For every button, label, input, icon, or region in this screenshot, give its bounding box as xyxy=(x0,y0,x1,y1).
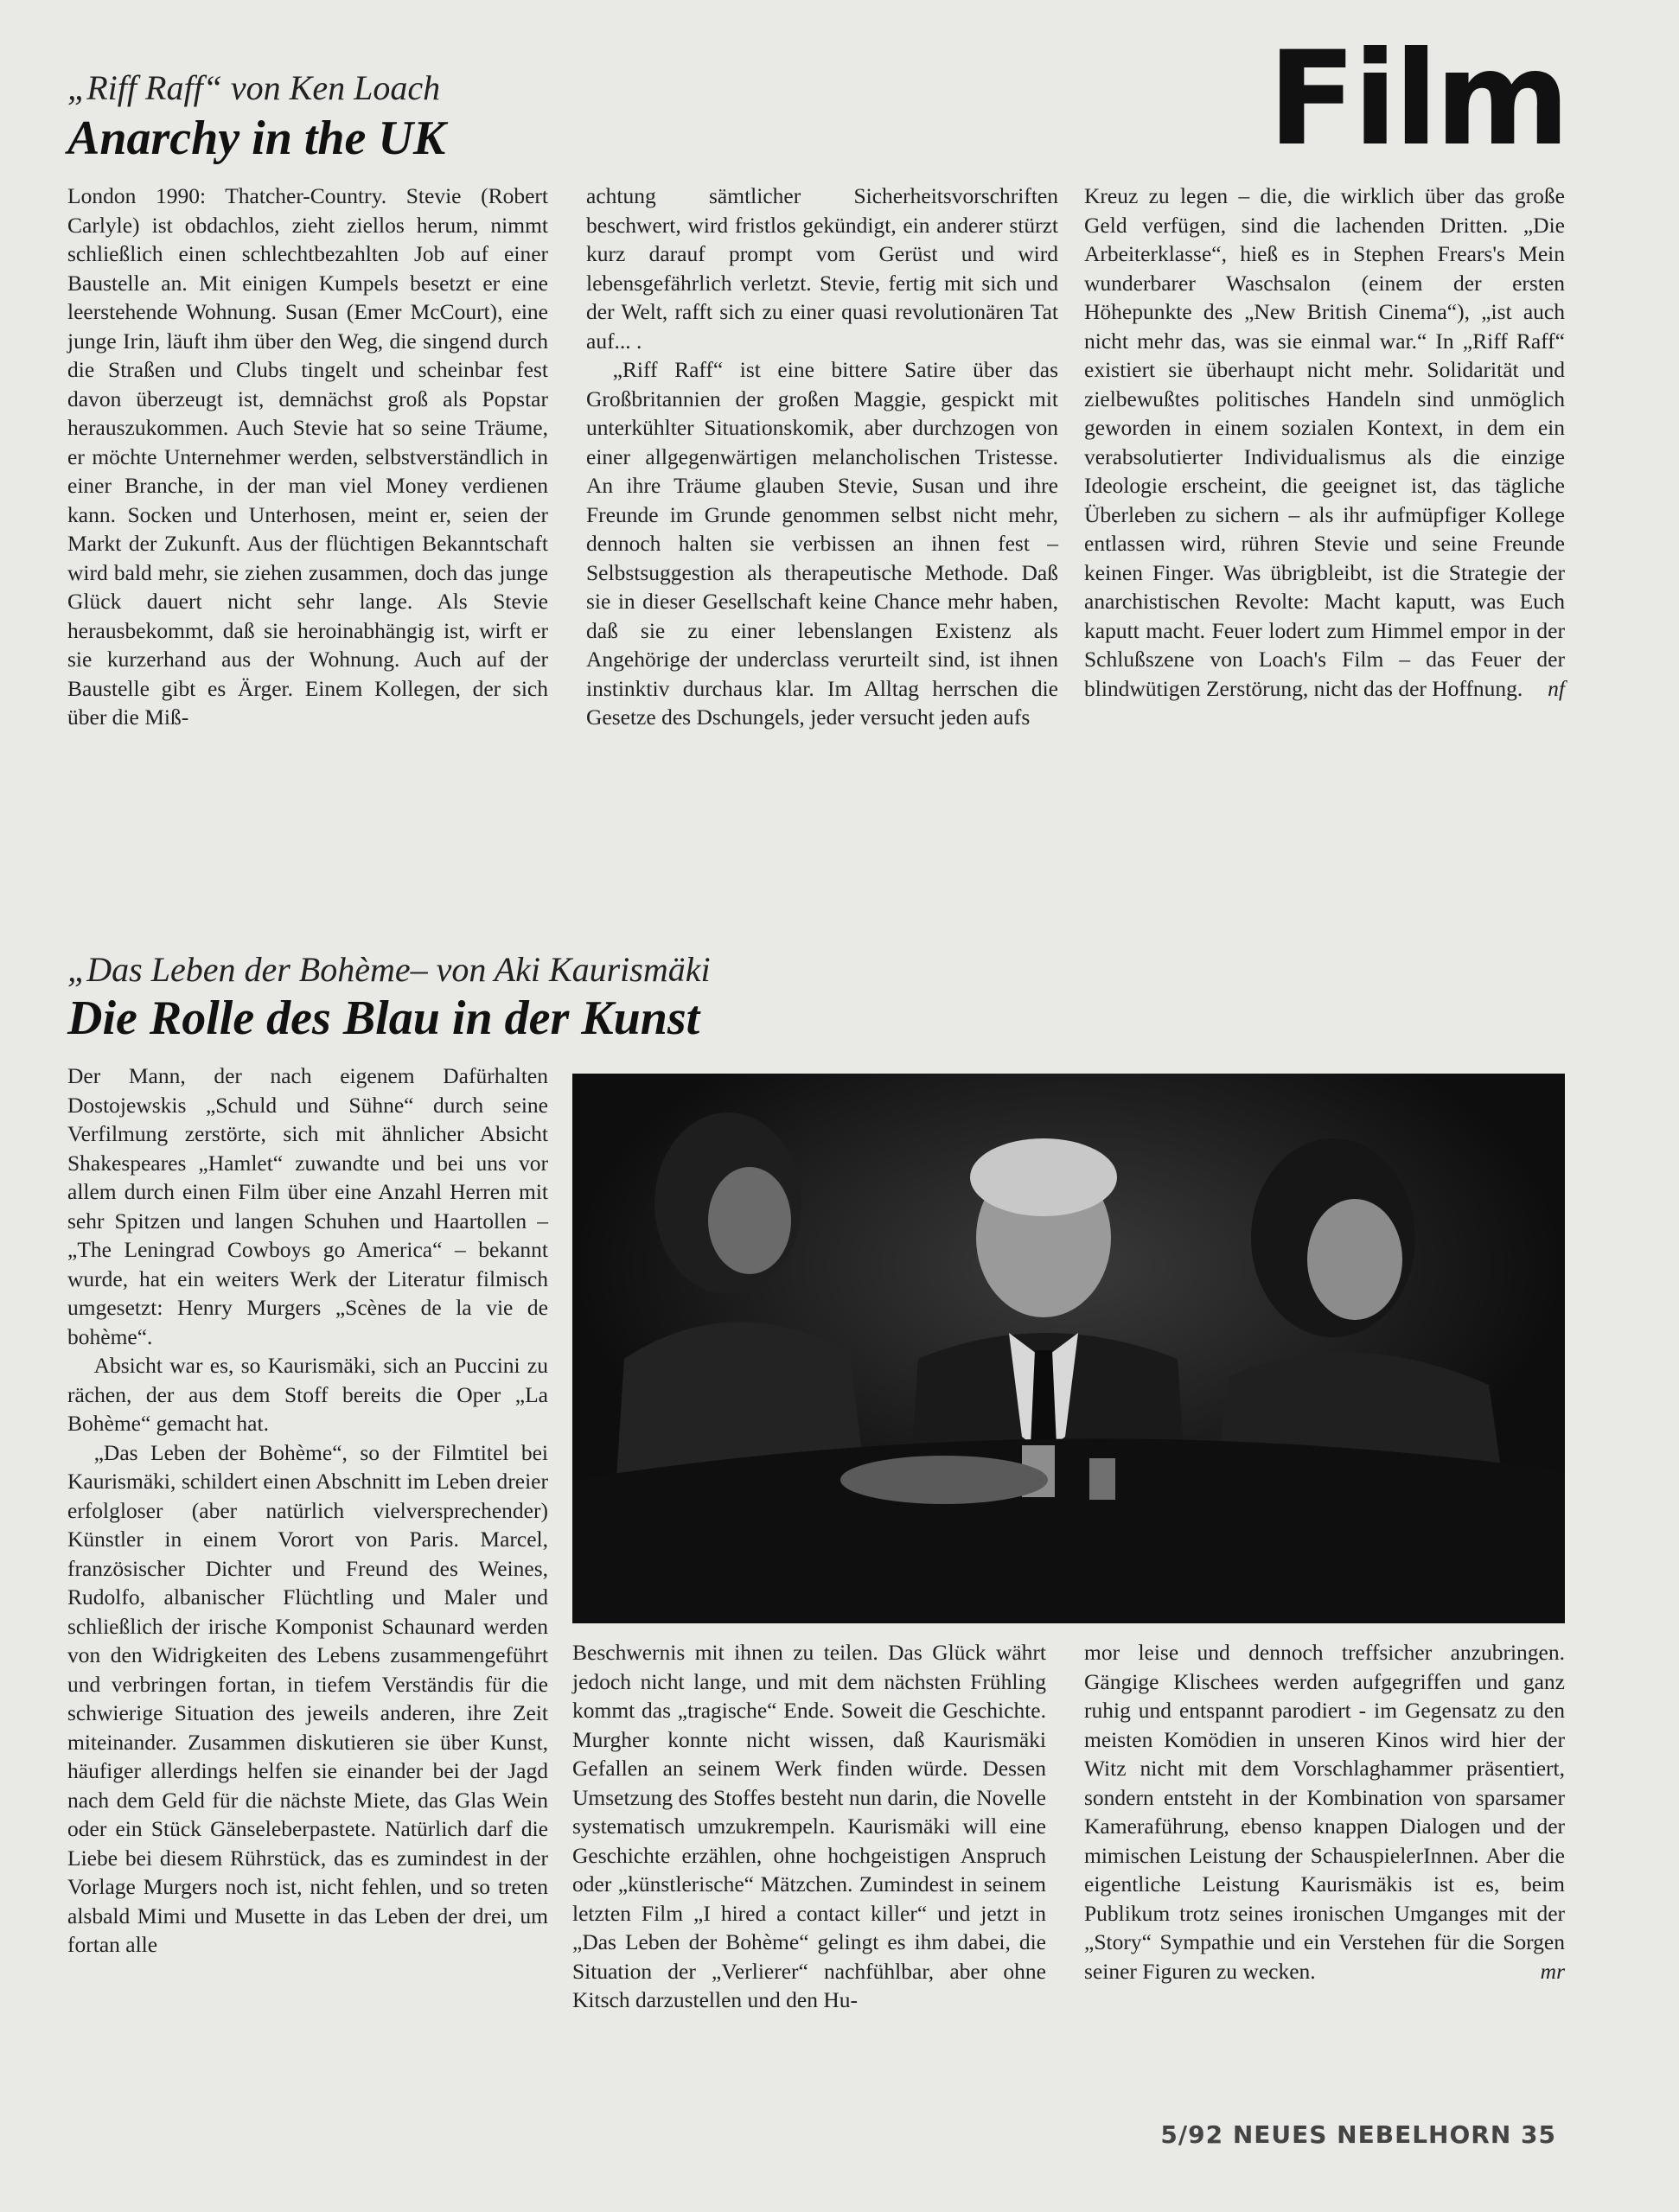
article2-col2-text: Beschwernis mit ihnen zu teilen. Das Glück währt jedoch nicht lange, und mit dem nächsten Frühling kommt das „tragische“ Ende. Soweit die Geschichte. Murgher konnte nicht wissen, daß Kaurismäki Gefallen an seinem Werk finden würde. Dessen Umsetzung des Stoffes besteht nun darin, die Novelle systematisch umzukrempeln. Kaurismäki will eine Geschichte erzählen, ohne hochgeistigen Anspruch oder „künstlerische“ Mätzchen. Zumindest in seinem letzten Film „I hired a contact killer“ und jetzt in „Das Leben der Bohème“ gelingt es ihm dabei, die Situation der „Verlierer“ nachfühlbar, aber ohne Kitsch darzustellen und den Hu- xyxy=(572,1640,1046,2012)
article2-column-1 xyxy=(67,1061,548,1960)
article2-kicker: „Das Leben der Bohème– von Aki Kaurismäki xyxy=(67,950,711,989)
article1-headline: Anarchy in the UK xyxy=(67,112,446,165)
film-still-image xyxy=(572,1074,1565,1623)
article1-signature: nf xyxy=(1548,675,1565,701)
page-footer: 5/92 NEUES NEBELHORN 35 xyxy=(1160,2120,1556,2149)
article1-kicker: „Riff Raff“ von Ken Loach xyxy=(67,68,441,107)
article2-col1-para2: Absicht war es, so Kaurismäki, sich an Puccini zu rächen, der aus dem Stoff bereits die Oper „La Bohème“ gemacht hat. xyxy=(67,1353,548,1436)
article1-column-1 xyxy=(67,182,548,732)
article1-column-2 xyxy=(586,182,1058,732)
article2-signature: mr xyxy=(1540,1958,1565,1984)
article2-col1-para1: Der Mann, der nach eigenem Dafürhalten Dostojewskis „Schuld und Sühne“ durch seine Verfilmung zerstörte, sich mit ähnlicher Absicht Shakespeares „Hamlet“ zuwandte und bei uns vor allem durch einen Film über eine Anzahl Herren mit sehr Spitzen und langen Schuhen und Haartollen – „The Leningrad Cowboys go America“ – bekannt wurde, hat ein weiters Werk der Literatur filmisch umgesetzt: Henry Murgers „Scènes de la vie de bohème“. xyxy=(67,1063,548,1349)
article1-col1-text: London 1990: Thatcher-Country. Stevie (Robert Carlyle) ist obdachlos, zieht ziellos herum, nimmt schließlich einen schlechtbezahlten Job auf einer Baustelle an. Mit einigen Kumpels besetzt er eine leerstehende Wohnung. Susan (Emer McCourt), eine junge Irin, läuft ihm über den Weg, die singend durch die Straßen und Clubs tingelt und scheinbar fest davon überzeugt ist, demnächst groß als Popstar herauszukommen. Auch Stevie hat so seine Träume, er möchte Unternehmer werden, selbstverständlich in einer Branche, in der man viel Money verdienen kann. Socken und Unterhosen, meint er, seien der Markt der Zukunft. Aus der flüchtigen Bekanntschaft wird bald mehr, sie ziehen zusammen, doch das junge Glück dauert nicht sehr lange. Als Stevie herausbekommt, daß sie heroinabhängig ist, wirft er sie kurzerhand aus der Wohnung. Auch auf der Baustelle gibt es Ärger. Einem Kollegen, der sich über die Miß- xyxy=(67,183,548,730)
article2-col1-para3: „Das Leben der Bohème“, so der Filmtitel bei Kaurismäki, schildert einen Abschnitt im Leben dreier erfolgloser (aber natürlich vielversprechender) Künstler in einem Vorort von Paris. Marcel, französischer Dichter und Freund des Weines, Rudolfo, albanischer Flüchtling und Maler und schließlich der irische Komponist Schaunard werden von den Widrigkeiten des Lebens zusammengeführt und verbringen fortan, in tiefem Verständis für die schwierige Situation des jeweils anderen, ihre Zeit miteinander. Zusammen diskutieren sie über Kunst, häufiger allerdings helfen sie einander bei der Jagd nach dem Geld für die nächste Miete, das Glas Wein oder ein Stück Gänseleberpastete. Natürlich darf die Liebe bei diesem Rührstück, das es zumindest in der Vorlage Murgers noch ist, nicht fehlen, und so treten alsbald Mimi und Musette in das Leben der drei, um fortan alle xyxy=(67,1439,548,1957)
article2-column-2 xyxy=(572,1638,1046,2015)
article2-col3-text: mor leise und dennoch treffsicher anzubringen. Gängige Klischees werden aufgegriffen und ganz ruhig und entspannt parodiert - im Gegensatz zu den meisten Komödien in unseren Kinos wird hier der Witz nicht mit dem Vorschlaghammer präsentiert, sondern entsteht in der Kombination von sparsamer Kameraführung, ebenso knappen Dialogen und der mimischen Leistung der SchauspielerInnen. Aber die eigentliche Leistung Kaurismäkis ist es, beim Publikum trotz seines ironischen Umganges mit der „Story“ Sympathie und ein Verstehen für die Sorgen seiner Figuren zu wecken. xyxy=(1084,1640,1565,1984)
article1-col2-para1: achtung sämtlicher Sicherheitsvorschriften beschwert, wird fristlos gekündigt, ein anderer stürzt kurz darauf prompt vom Gerüst und wird lebensgefährlich verletzt. Stevie, fertig mit sich und der Welt, rafft sich zu einer quasi revolutionären Tat auf... . xyxy=(586,183,1058,354)
article2-column-3 xyxy=(1084,1638,1565,1986)
film-still-photo xyxy=(572,1074,1565,1623)
article2-headline: Die Rolle des Blau in der Kunst xyxy=(67,991,700,1045)
section-label: Film xyxy=(1267,24,1567,175)
article1-col3-text: Kreuz zu legen – die, die wirklich über das große Geld verfügen, sind die lachenden Dritten. „Die Arbeiterklasse“, hieß es in Stephen Frears's Mein wunderbarer Waschsalon (einem der ersten Höhepunkte des „New British Cinema“), „ist auch nicht mehr das, was sie einmal war.“ In „Riff Raff“ existiert sie überhaupt nicht mehr. Solidarität und zielbewußtes politisches Handeln sind unmöglich geworden in einem sozialen Kontext, in dem ein verabsolutierter Individualismus als die einzige Ideologie erscheint, die geeignet ist, das tägliche Überleben zu sichern – als ihr aufmüpfiger Kollege entlassen wird, rühren Stevie und seine Freunde keinen Finger. Was übrigbleibt, ist die Strategie der anarchistischen Revolte: Macht kaputt, was Euch kaputt macht. Feuer lodert zum Himmel empor in der Schlußszene von Loach's Film – das Feuer der blindwütigen Zerstörung, nicht das der Hoffnung. xyxy=(1084,183,1565,701)
article1-column-3 xyxy=(1084,182,1565,703)
article1-col2-para2: „Riff Raff“ ist eine bittere Satire über das Großbritannien der großen Maggie, gespickt mit unterkühlter Situationskomik, aber durchzogen von einer allgegenwärtigen melancholischen Tristesse. An ihre Träume glauben Stevie, Susan und ihre Freunde im Grunde genommen selbst nicht mehr, dennoch halten sie verbissen an ihnen fest – Selbstsuggestion als therapeutische Methode. Daß sie in dieser Gesellschaft keine Chance mehr haben, daß sie zu einer lebenslangen Existenz als Angehörige der underclass verurteilt sind, ist ihnen instinktiv durchaus klar. Im Alltag herrschen die Gesetze des Dschungels, jeder versucht jeden aufs xyxy=(586,357,1058,730)
